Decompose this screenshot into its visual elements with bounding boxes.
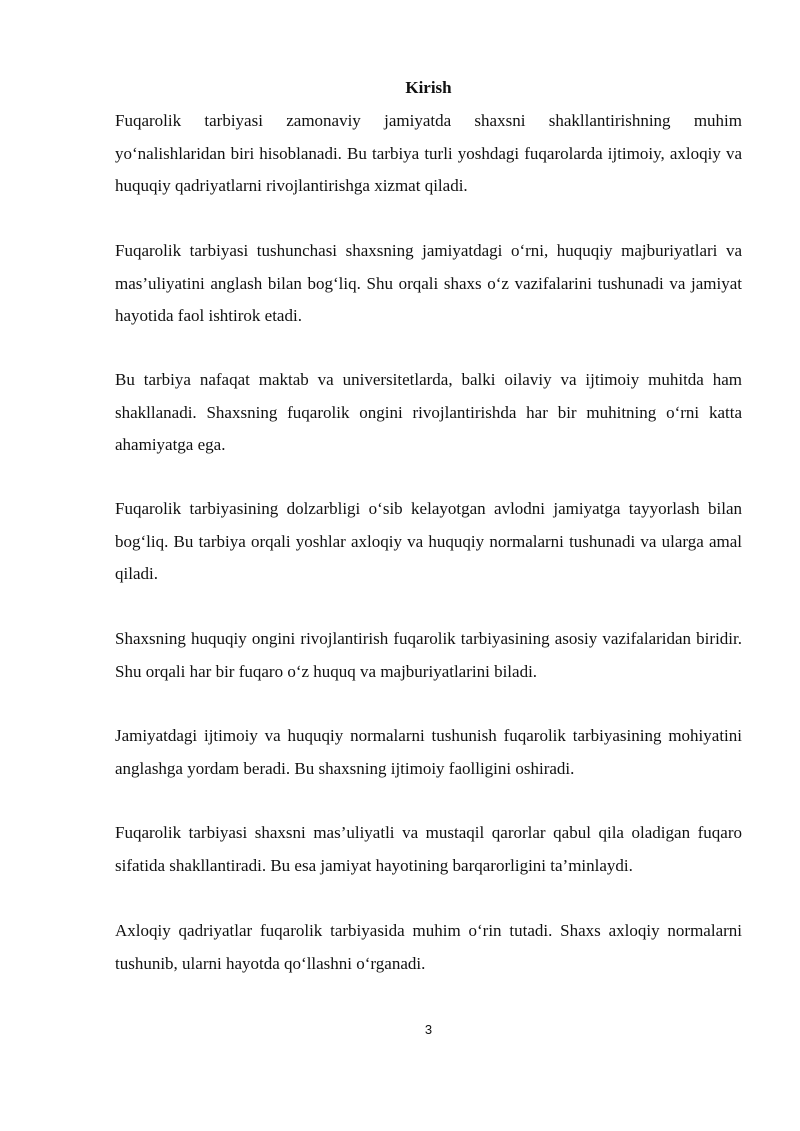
page-number: 3 <box>424 1022 433 1037</box>
paragraph-1: Fuqarolik tarbiyasi zamonaviy jamiyatda shaxsni shakllantirishning muhim yo‘nalishlaridan biri hisoblanadi. Bu tarbiya turli yoshdagi fuqarolarda ijtimoiy, axloqiy va huquqiy qadriyatlarni rivojlantirishga xizmat qiladi. <box>115 111 742 195</box>
paragraph-8: Axloqiy qadriyatlar fuqarolik tarbiyasida muhim o‘rin tutadi. Shaxs axloqiy normalarni tushunib, ularni hayotda qo‘llashni o‘rganadi. <box>115 921 742 973</box>
paragraph-3: Bu tarbiya nafaqat maktab va universitetlarda, balki oilaviy va ijtimoiy muhitda ham shakllanadi. Shaxsning fuqarolik ongini rivojlantirishda har bir muhitning o‘rni katta ahamiyatga ega. <box>115 370 742 454</box>
paragraph-7: Fuqarolik tarbiyasi shaxsni mas’uliyatli va mustaqil qarorlar qabul qila oladigan fuqaro sifatida shakllantiradi. Bu esa jamiyat hayotining barqarorligini ta’minlaydi. <box>115 823 742 875</box>
document-page <box>115 0 742 1131</box>
paragraph-6: Jamiyatdagi ijtimoiy va huquqiy normalarni tushunish fuqarolik tarbiyasining mohiyatini anglashga yordam beradi. Bu shaxsning ijtimoiy faolligini oshiradi. <box>115 726 742 778</box>
paragraph-4: Fuqarolik tarbiyasining dolzarbligi o‘sib kelayotgan avlodni jamiyatga tayyorlash bilan bog‘liq. Bu tarbiya orqali yoshlar axloqiy va huquqiy normalarni tushunadi va ularga amal qiladi. <box>115 499 742 583</box>
paragraph-5: Shaxsning huquqiy ongini rivojlantirish fuqarolik tarbiyasining asosiy vazifalaridan biridir. Shu orqali har bir fuqaro o‘z huquq va majburiyatlarini biladi. <box>115 629 742 681</box>
page-title: Kirish <box>405 78 452 97</box>
paragraph-2: Fuqarolik tarbiyasi tushunchasi shaxsning jamiyatdagi o‘rni, huquqiy majburiyatlari va mas’uliyatini anglash bilan bog‘liq. Shu orqali shaxs o‘z vazifalarini tushunadi va jamiyat hayotida faol ishtirok etadi. <box>115 241 742 325</box>
